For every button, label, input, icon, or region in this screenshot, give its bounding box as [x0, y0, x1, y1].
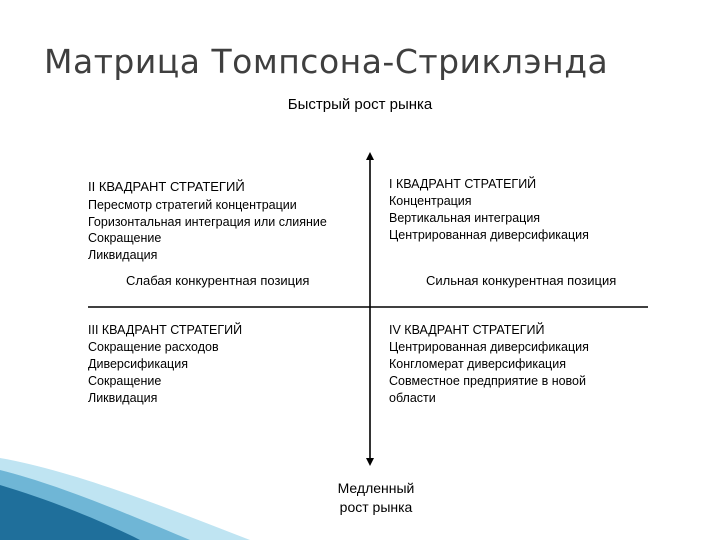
quadrant-2 [88, 178, 327, 263]
quadrant-1-heading: I КВАДРАНТ СТРАТЕГИЙ [389, 177, 537, 191]
strong-position-label: Сильная конкурентная позиция [426, 273, 617, 288]
vertical-axis-arrow-up [366, 152, 374, 160]
quadrant-2-item: Горизонтальная интеграция или слияние [88, 214, 327, 229]
quadrant-4-item: Конгломерат диверсификация [389, 357, 566, 371]
weak-position-label: Слабая конкурентная позиция [126, 273, 310, 288]
quadrant-3 [88, 322, 242, 407]
quadrant-3-heading: III КВАДРАНТ СТРАТЕГИЙ [88, 323, 243, 337]
quadrant-3-item: Сокращение [88, 374, 162, 388]
axis-bottom-label-line2: рост рынка [339, 499, 413, 515]
slide-title: Матрица Томпсона-Стриклэнда [44, 42, 609, 81]
quadrant-3-item: Диверсификация [88, 357, 188, 371]
quadrant-4-item: Центрированная диверсификация [389, 340, 589, 354]
quadrant-1-item: Концентрация [389, 194, 472, 208]
quadrant-4-heading: IV КВАДРАНТ СТРАТЕГИЙ [389, 323, 545, 337]
quadrant-4-item: Совместное предприятие в новой [389, 374, 586, 388]
quadrant-3-item: Сокращение расходов [88, 340, 219, 354]
vertical-axis-arrow-down [366, 458, 374, 466]
quadrant-1-item: Вертикальная интеграция [389, 211, 541, 225]
quadrant-1-item: Центрированная диверсификация [389, 228, 589, 242]
quadrant-4-item: области [389, 391, 436, 405]
axis-bottom-label-line1: Медленный [337, 480, 415, 496]
quadrant-2-item: Сокращение [88, 231, 162, 245]
axis-bottom-label [296, 479, 456, 517]
axis-top-label: Быстрый рост рынка [287, 96, 433, 113]
quadrant-2-heading: II КВАДРАНТ СТРАТЕГИЙ [88, 179, 245, 194]
quadrant-2-item: Ликвидация [88, 247, 158, 262]
quadrant-1 [389, 176, 589, 244]
quadrant-2-item: Пересмотр стратегий концентрации [88, 198, 297, 212]
quadrant-3-item: Ликвидация [88, 391, 158, 405]
quadrant-4 [389, 322, 589, 407]
